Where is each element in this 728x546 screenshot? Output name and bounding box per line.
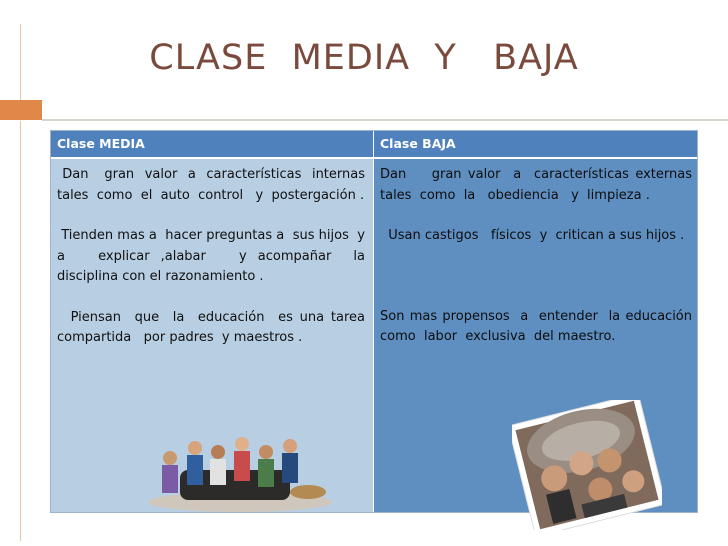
family-photo bbox=[140, 430, 340, 515]
header-separator bbox=[374, 157, 697, 159]
children-photo bbox=[512, 400, 662, 530]
media-paragraph-1: Dan gran valor a características internas tales como el auto control y postergación . bbox=[57, 167, 374, 203]
header-clase-media: Clase MEDIA bbox=[51, 131, 373, 157]
accent-square bbox=[0, 100, 42, 120]
header-clase-baja: Clase BAJA bbox=[374, 131, 697, 157]
baja-paragraph-1: Dan gran valor a características externas tales como la obediencia y limpieza . bbox=[380, 167, 705, 203]
header-separator bbox=[51, 157, 373, 159]
baja-paragraph-3: Son mas propensos a entender la educación como labor exclusiva del maestro. bbox=[380, 308, 705, 344]
slide-title: CLASE MEDIA Y BAJA bbox=[149, 38, 579, 78]
media-text bbox=[57, 165, 374, 369]
media-paragraph-3: Piensan que la educación es una tarea compartida por padres y maestros . bbox=[57, 309, 374, 345]
body-accent-vline bbox=[20, 121, 21, 541]
media-paragraph-2: Tienden mas a hacer preguntas a sus hijos y a explicar ,alabar y acompañar la disciplina con el razonamiento . bbox=[57, 228, 374, 284]
accent-line bbox=[42, 119, 728, 121]
baja-text bbox=[380, 165, 705, 368]
baja-paragraph-2: Usan castigos físicos y critican a sus hijos . bbox=[380, 228, 685, 243]
